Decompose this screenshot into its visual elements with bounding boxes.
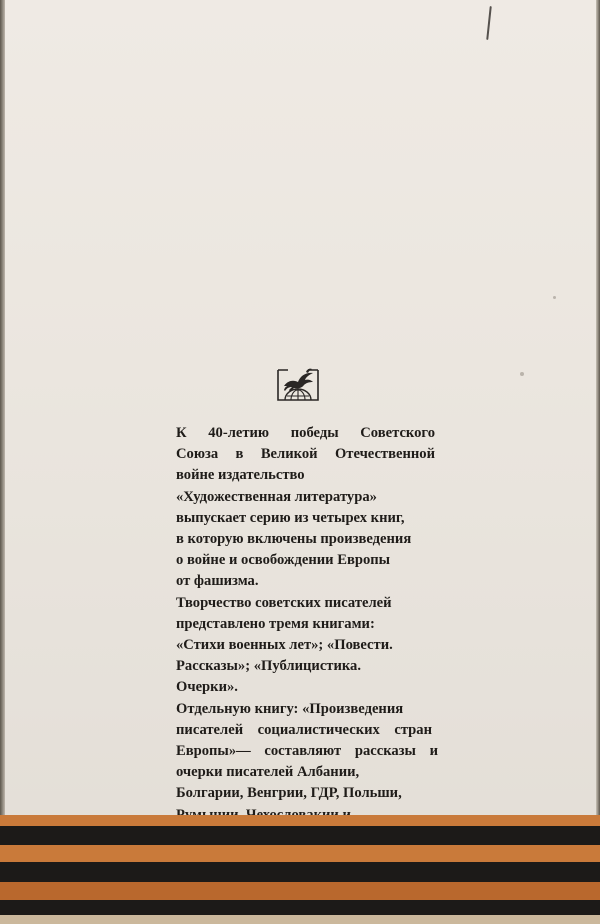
text-line: о войне и освобождении Европы: [176, 552, 391, 569]
text-line: Отдельную книгу: «Произведения: [176, 700, 404, 717]
paragraph-intro: [176, 423, 476, 593]
cover-right-edge: [596, 0, 600, 924]
text-line: Союза в Великой Отечественной: [176, 446, 435, 463]
ribbon-stripe-orange: [0, 845, 600, 862]
text-line: выпускает серию из четырех книг,: [176, 509, 405, 526]
ribbon-stripe-orange: [0, 882, 600, 900]
text-line: Рассказы»; «Публицистика.: [176, 658, 362, 675]
paper-spot: [520, 372, 524, 376]
text-line: войне издательство: [176, 467, 305, 484]
text-line: Очерки».: [176, 679, 238, 696]
text-line: представлено тремя книгами:: [176, 615, 375, 632]
text-line: писателей социалистических стран: [176, 721, 432, 738]
text-line: Европы»— составляют рассказы и: [176, 743, 438, 760]
text-line: Творчество советских писателей: [176, 594, 392, 611]
paper-spot: [553, 296, 556, 299]
ribbon-stripes: [0, 815, 600, 924]
text-line: Болгарии, Венгрии, ГДР, Польши,: [176, 785, 402, 802]
paragraph-soviet-books: [176, 593, 476, 699]
series-description: [176, 423, 476, 847]
text-line: «Художественная литература»: [176, 488, 377, 505]
ribbon-stripe-black: [0, 900, 600, 915]
ribbon-stripe-black: [0, 826, 600, 845]
text-line: в которую включены произведения: [176, 531, 412, 548]
text-line: К 40-летию победы Советского: [176, 425, 435, 441]
ribbon-bottom-edge: [0, 915, 600, 924]
pen-mark: [486, 6, 492, 40]
text-line: очерки писателей Албании,: [176, 764, 360, 781]
pegasus-globe-icon: [276, 366, 320, 402]
text-line: от фашизма.: [176, 573, 259, 590]
text-line: «Стихи военных лет»; «Повести.: [176, 637, 393, 654]
ribbon-stripe-black: [0, 862, 600, 882]
ribbon-stripe-orange: [0, 815, 600, 826]
cover-left-edge: [0, 0, 5, 924]
